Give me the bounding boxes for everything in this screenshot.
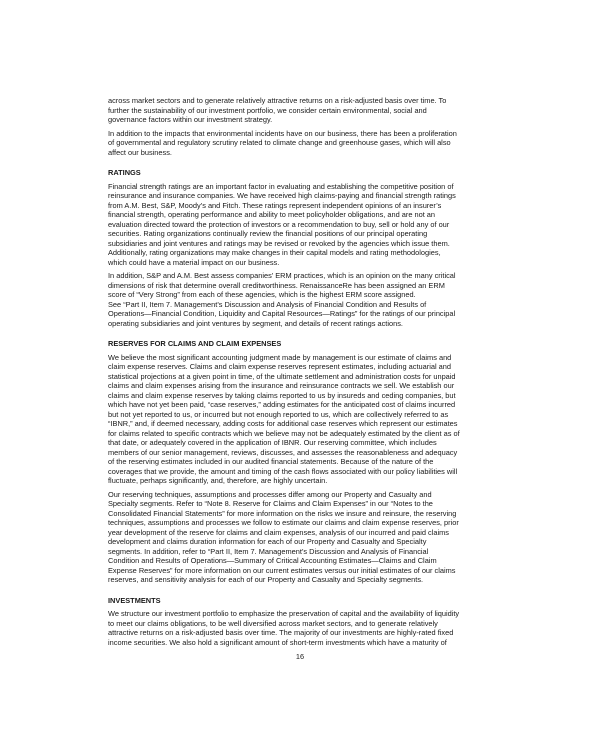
- text-line: statistical projections at a given point in time, of the ultimate settlement and administration costs for unpaid: [108, 371, 456, 381]
- text-line: year development of the reserve for claims and claim expenses, analysis of our incurred and paid claims: [108, 527, 449, 537]
- text-line: evaluation directed toward the protection of investors or a recommendation to buy, sell or hold any of our: [108, 219, 450, 229]
- text-line: members of our senior management, reviews, discusses, and assesses the reasonableness and adequacy: [108, 447, 458, 457]
- text-line: of governmental and regulatory scrutiny related to climate change and greenhouse gases, which will also: [108, 138, 451, 147]
- text-line: for claims related to specific contracts which we believe may not be adequately estimated by the client as of: [108, 428, 460, 438]
- paragraph: [108, 609, 508, 647]
- text-line: governance factors within our investment strategy.: [108, 115, 273, 124]
- text-line: further the sustainability of our investment portfolio, we consider certain environmental, social and: [108, 105, 427, 115]
- text-line: We believe the most significant accounting judgment made by management is our estimate of claims and: [108, 352, 452, 362]
- text-line: In addition to the impacts that environmental incidents have on our business, there has been a proliferation: [108, 128, 457, 138]
- document-body: [108, 96, 508, 651]
- text-line: coverages that we provide, the amount and timing of the cash flows associated with our policy liabilities will: [108, 466, 458, 476]
- text-line: across market sectors and to generate relatively attractive returns on a risk-adjusted basis over time. To: [108, 96, 447, 105]
- text-line: operating subsidiaries and joint ventures by segment, and details of recent ratings actions.: [108, 318, 403, 328]
- paragraph: [108, 353, 508, 486]
- text-line: “IBNR,” and, if deemed necessary, adding costs for additional case reserves which represent our estimates: [108, 419, 458, 428]
- section-heading: RATINGS: [108, 168, 141, 177]
- section-heading: INVESTMENTS: [108, 595, 161, 605]
- text-line: of the reserving estimates included in our audited financial statements. Because of the nature of the: [108, 457, 434, 466]
- text-line: techniques, assumptions and processes we follow to estimate our claims and claim expense reserves, prior: [108, 518, 459, 527]
- text-line: We structure our investment portfolio to emphasize the preservation of capital and the availability of liquidity: [108, 609, 460, 618]
- text-line: See “Part II, Item 7. Management’s Discussion and Analysis of Financial Condition and Results of: [108, 299, 427, 309]
- text-line: score of “Very Strong” from each of these agencies, which is the highest ERM score assigned.: [108, 290, 416, 299]
- text-line: securities. Rating organizations continually review the financial positions of our principal operating: [108, 229, 428, 238]
- page-number: 16: [295, 652, 305, 661]
- paragraph: [108, 96, 508, 125]
- section-heading: RESERVES FOR CLAIMS AND CLAIM EXPENSES: [108, 339, 282, 348]
- text-line: Consolidated Financial Statements” for more information on the risks we insure and reinsure, the reserving: [108, 508, 457, 518]
- text-line: reinsurance and insurance companies. We have received high claims-paying and financial strength ratings: [108, 191, 456, 200]
- text-line: claim expense reserves. Claims and claim expense reserves represent estimates, including actuarial and: [108, 362, 452, 371]
- text-line: claims and claim expenses arising from the insurance and reinsurance contracts we sell. We establish our: [108, 381, 455, 390]
- text-line: from A.M. Best, S&P, Moody’s and Fitch. These ratings represent independent opinions of an insurer’s: [108, 200, 442, 210]
- text-line: income securities. We also hold a significant amount of short-term investments which have a maturity of: [108, 637, 447, 647]
- text-line: Additionally, rating organizations may make changes in their capital models and rating methodologies,: [108, 248, 441, 257]
- paragraph: [108, 490, 508, 585]
- text-line: which could have a material impact on our business.: [108, 257, 280, 267]
- text-line: dimensions of risk that determine overall creditworthiness. RenaissanceRe has been assigned an ERM: [108, 280, 445, 290]
- text-line: Our reserving techniques, assumptions and processes differ among our Property and Casualty and: [108, 489, 432, 499]
- paragraph: [108, 182, 508, 268]
- text-line: fluctuate, perhaps significantly, and, therefore, are highly uncertain.: [108, 476, 328, 485]
- text-line: reserves, and sensitivity analysis for each of our Property and Casualty and Specialty segments.: [108, 575, 424, 584]
- text-line: Expense Reserves” for more information on our current estimates versus our initial estimates of our claims: [108, 565, 456, 575]
- text-line: that date, or adequately covered in the application of IBNR. Our reserving committee, which includes: [108, 438, 437, 447]
- text-line: Financial strength ratings are an important factor in evaluating and establishing the competitive position of: [108, 181, 454, 191]
- text-line: affect our business.: [108, 147, 172, 157]
- text-line: development and claims duration information for each of our Property and Casualty and Specialty: [108, 537, 427, 546]
- text-line: but not yet reported to us, or incurred but not enough reported to us, which are collectively referred to as: [108, 409, 449, 419]
- text-line: Condition and Results of Operations—Summary of Critical Accounting Estimates—Claims and Claim: [108, 556, 437, 565]
- text-line: In addition, S&P and A.M. Best assess companies’ ERM practices, which is an opinion on the many critical: [108, 271, 456, 280]
- paragraph: [108, 129, 508, 158]
- text-line: Specialty segments. Refer to “Note 8. Reserve for Claims and Claim Expenses” in our “Notes to the: [108, 499, 433, 508]
- text-line: financial strength, operating performance and ability to meet policyholder obligations, and are not an: [108, 210, 436, 219]
- text-line: subsidiaries and joint ventures and ratings may be revised or revoked by the agencies which issue them.: [108, 238, 450, 248]
- text-line: segments. In addition, refer to “Part II, Item 7. Management’s Discussion and Analysis of Financial: [108, 546, 429, 556]
- text-line: claims and claim expense reserves by taking claims reported to us by insureds and ceding companies, but: [108, 390, 456, 400]
- text-line: which have not yet been paid, “case reserves,” adding estimates for the anticipated cost of claims incurred: [108, 400, 456, 409]
- text-line: attractive returns on a risk-adjusted basis over time. The majority of our investments are highly-rated fixed: [108, 628, 454, 637]
- text-line: to meet our claims obligations, to be well diversified across market sectors, and to generate relatively: [108, 618, 438, 628]
- text-line: Operations—Financial Condition, Liquidity and Capital Resources—Ratings” for the ratings of our principal: [108, 309, 456, 318]
- paragraph: [108, 271, 508, 328]
